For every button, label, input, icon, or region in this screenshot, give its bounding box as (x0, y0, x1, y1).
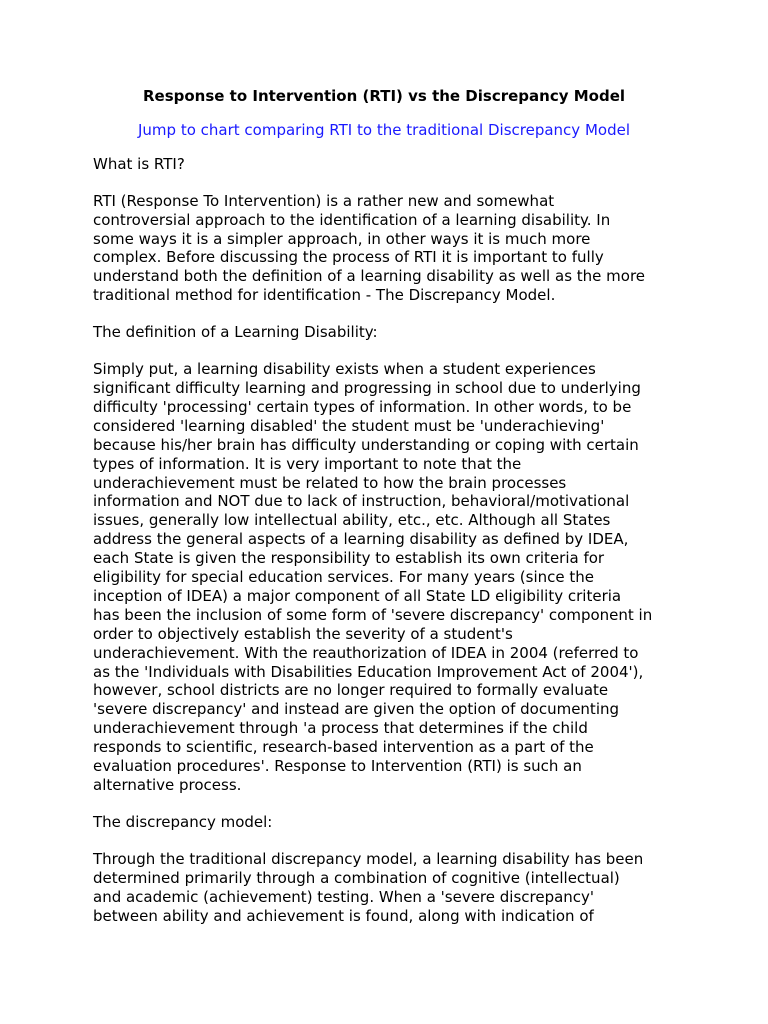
paragraph (93, 360, 683, 795)
paragraph-line: between ability and achievement is found, along with indication of (93, 906, 594, 925)
paragraph-line: types of information. It is very important to note that the (93, 454, 522, 473)
paragraph-line: determined primarily through a combination of cognitive (intellectual) (93, 868, 620, 887)
paragraph-line: responds to scientific, research-based intervention as a part of the (93, 738, 594, 757)
paragraph-line: however, school districts are no longer required to formally evaluate (93, 681, 609, 700)
paragraph-line: understand both the definition of a learning disability as well as the more (93, 267, 646, 286)
paragraph-line: alternative process. (93, 776, 242, 794)
paragraph-line: evaluation procedures'. Response to Intervention (RTI) is such an (93, 757, 582, 776)
paragraph-line: Simply put, a learning disability exists when a student experiences (93, 360, 596, 379)
paragraph-line: inception of IDEA) a major component of all State LD eligibility criteria (93, 586, 622, 605)
paragraph-line: issues, generally low intellectual ability, etc., etc. Although all States (93, 511, 611, 530)
paragraph-line: considered 'learning disabled' the student must be 'underachieving' (93, 416, 605, 435)
paragraph-line: each State is given the responsibility to establish its own criteria for (93, 549, 605, 568)
paragraph-line: traditional method for identification - The Discrepancy Model. (93, 286, 556, 305)
paragraph-line: because his/her brain has difficulty understanding or coping with certain (93, 435, 639, 454)
paragraph-line: order to objectively establish the severity of a student's (93, 624, 513, 643)
paragraph-line: RTI (Response To Intervention) is a rather new and somewhat (93, 191, 555, 210)
document-page (93, 87, 683, 943)
paragraph-line: Through the traditional discrepancy model, a learning disability has been (93, 849, 644, 868)
document-body (93, 155, 683, 926)
paragraph-line: controversial approach to the identification of a learning disability. In (93, 210, 611, 229)
section-heading: The definition of a Learning Disability: (93, 323, 378, 342)
paragraph-line: underachievement must be related to how the brain processes (93, 473, 567, 492)
section-heading: The discrepancy model: (93, 812, 273, 831)
paragraph-line: has been the inclusion of some form of 'severe discrepancy' component in (93, 605, 653, 624)
paragraph-line: some ways it is a simpler approach, in other ways it is much more (93, 229, 591, 248)
paragraph (93, 192, 683, 305)
paragraph-line: difficulty 'processing' certain types of information. In other words, to be (93, 397, 632, 416)
paragraph (93, 850, 683, 926)
paragraph-line: underachievement. With the reauthorization of IDEA in 2004 (referred to (93, 643, 639, 662)
jump-to-chart-link[interactable]: Jump to chart comparing RTI to the traditional Discrepancy Model (138, 120, 630, 139)
paragraph-line: information and NOT due to lack of instruction, behavioral/motivational (93, 492, 630, 511)
paragraph-line: address the general aspects of a learning disability as defined by IDEA, (93, 530, 629, 549)
paragraph-line: eligibility for special education services. For many years (since the (93, 568, 594, 587)
paragraph-line: 'severe discrepancy' and instead are given the option of documenting (93, 700, 620, 719)
paragraph-line: as the 'Individuals with Disabilities Education Improvement Act of 2004'), (93, 662, 644, 681)
section-heading: What is RTI? (93, 154, 185, 173)
paragraph-line: complex. Before discussing the process of RTI it is important to fully (93, 248, 604, 267)
paragraph-line: and academic (achievement) testing. When a 'severe discrepancy' (93, 887, 595, 906)
document-title: Response to Intervention (RTI) vs the Discrepancy Model (142, 87, 626, 105)
paragraph-line: significant difficulty learning and progressing in school due to underlying (93, 378, 641, 397)
paragraph-line: underachievement through 'a process that determines if the child (93, 719, 588, 738)
